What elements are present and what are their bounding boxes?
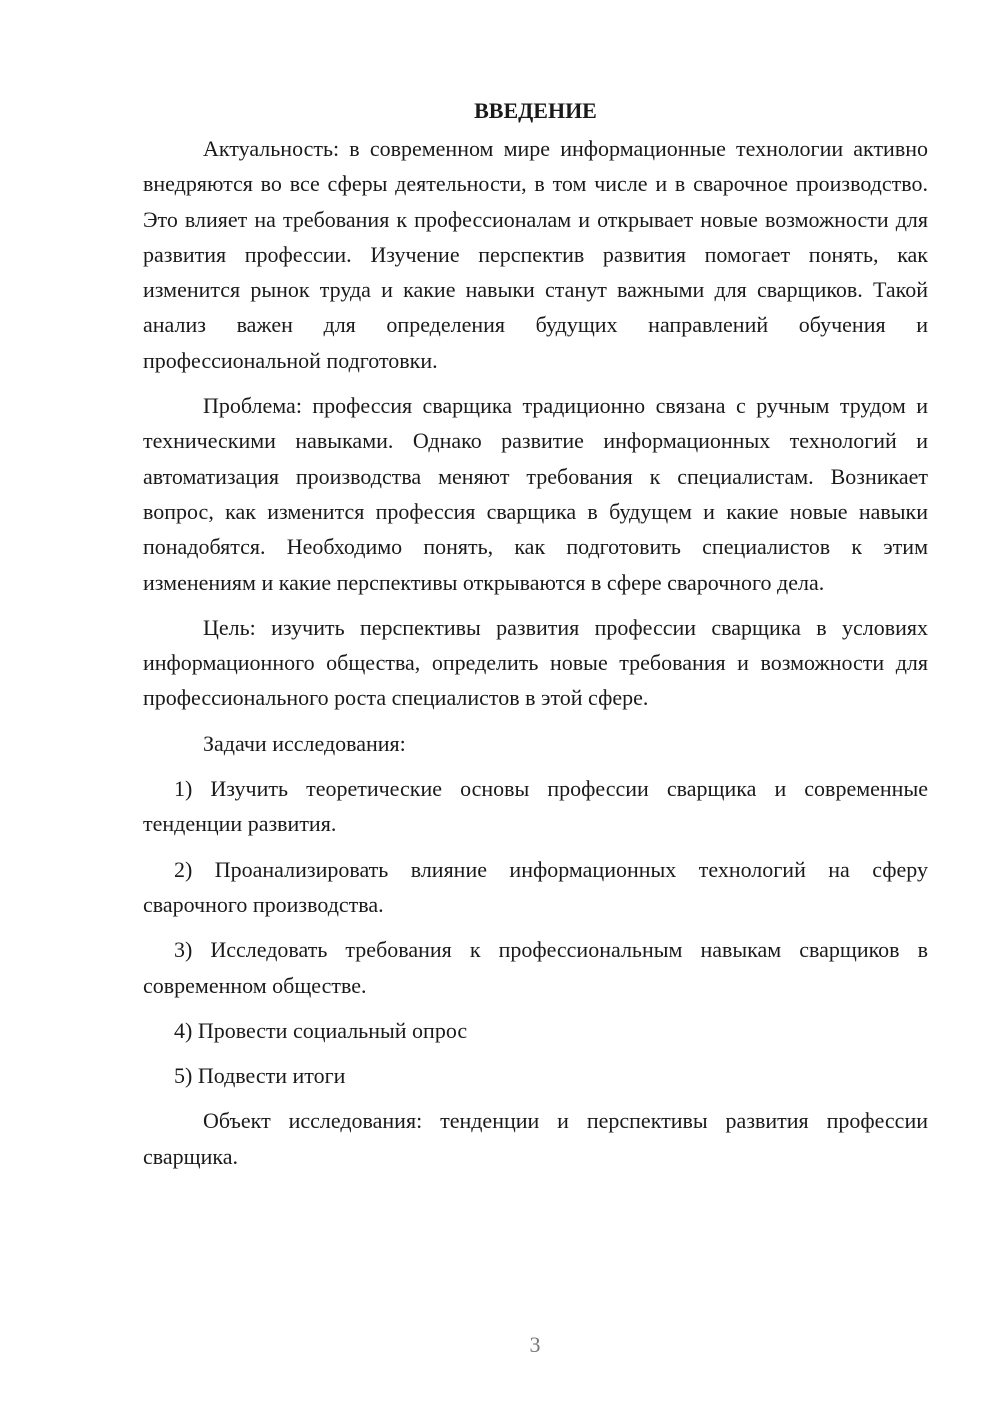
object-paragraph: Объект исследования: тенденции и перспективы развития профессии сварщика. <box>143 1108 928 1169</box>
document-page <box>143 95 928 1184</box>
task-item-2: 2) Проанализировать влияние информационных технологий на сферу сварочного производства. <box>143 856 928 917</box>
task-item-5: 5) Подвести итоги <box>174 1063 346 1089</box>
task-item-3: 3) Исследовать требования к профессиональным навыкам сварщиков в современном обществе. <box>143 937 928 998</box>
goal-paragraph: Цель: изучить перспективы развития профессии сварщика в условиях информационного общества, определить новые требования и возможности для профессионального роста специалистов в этой сфере. <box>143 614 928 711</box>
task-item-1: 1) Изучить теоретические основы профессии сварщика и современные тенденции развития. <box>143 776 928 837</box>
page-title: ВВЕДЕНИЕ <box>474 98 597 123</box>
page-number: 3 <box>529 1332 541 1357</box>
relevance-paragraph: Актуальность: в современном мире информационные технологии активно внедряются во все сферы деятельности, в том числе и в сварочное производство. Это влияет на требования к профессионалам и открывает новые возможности для развития профессии. Изучение перспектив развития помогает понять, как изменится рынок труда и какие навыки станут важными для сварщиков. Такой анализ важен для определения будущих направлений обучения и профессиональной подготовки. <box>143 136 928 373</box>
task-item-4: 4) Провести социальный опрос <box>174 1017 468 1043</box>
problem-paragraph: Проблема: профессия сварщика традиционно связана с ручным трудом и техническими навыками. Однако развитие информационных технологий и автоматизация производства меняют требования к специалистам. Возникает вопрос, как изменится профессия сварщика в будущем и какие новые навыки понадобятся. Необходимо понять, как подготовить специалистов к этим изменениям и какие перспективы открываются в сфере сварочного дела. <box>143 393 928 595</box>
tasks-heading: Задачи исследования: <box>203 730 406 756</box>
